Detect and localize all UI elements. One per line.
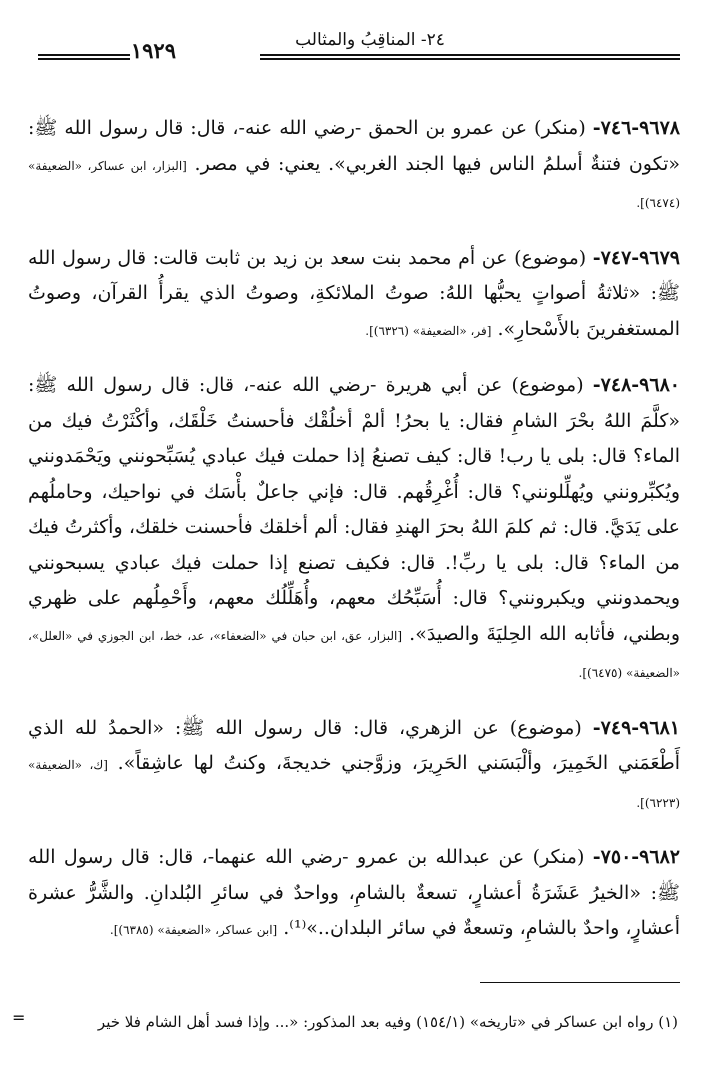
hadith-entry <box>28 368 680 692</box>
page-header <box>28 30 680 66</box>
hadith-text: (منكر) عن عمرو بن الحمق -رضي الله عنه-، قال: قال رسول الله ﷺ: «تكون فتنةٌ أسلمُ الناس فيها الجند الغربي». يعني: في مصر. <box>28 117 680 175</box>
hadith-text: (موضوع) عن أم محمد بنت سعد بن زيد بن ثابت قالت: قال رسول الله ﷺ: «ثلاثةُ أصواتٍ يحبُّها اللهُ: صوتُ الملائكةِ، وصوتُ الذي يقرأُ القرآن، وصوتُ المستغفرينَ بالأَسْحارِ». <box>28 246 680 340</box>
hadith-source: [ابن عساكر، «الضعيفة» (٦٣٨٥)]. <box>109 923 278 937</box>
hadith-text: (موضوع) عن الزهري، قال: قال رسول الله ﷺ: «الحمدُ لله الذي أَطْعَمَني الخَمِيرَ، وألْبَسَني الحَرِيرَ، وزوَّجني خديجةَ، وكنتُ لها عاشِقاً». <box>28 716 680 774</box>
hadith-source: [البزار، ابن عساكر، «الضعيفة» (٦٤٧٤)]. <box>28 158 680 210</box>
running-title: ٢٤- المناقِبُ والمثالب <box>295 30 445 50</box>
hadith-number: ٩٦٧٨-٧٤٦- <box>592 117 680 139</box>
hadith-source: [البزار، عق، ابن حبان في «الضعفاء»، عد، خط، ابن الجوزي في «العلل»، «الضعيفة» (٦٤٧٥)]. <box>28 628 680 680</box>
hadith-number: ٩٦٨١-٧٤٩- <box>592 716 680 739</box>
footnote-continuation-mark: = <box>12 1008 26 1027</box>
footnote: (١) رواه ابن عساكر في «تاريخه» (١٥٤/١) وفيه بعد المذكور: «... وإذا فسد أهل الشام فلا خير <box>97 1013 678 1031</box>
hadith-text: (موضوع) عن أبي هريرة -رضي الله عنه-، قال: قال رسول الله ﷺ: «كلَّمَ اللهُ بحْرَ الشامِ فقال: يا بحرُ! ألمْ أخلُقْك فأحسنتُ خَلْقَك، وأكْثَرْتُ فيك من الماء؟ قال: بلى يا رب! قال: كيف تصنعُ إذا حملت فيك عبادي يُسَبِّحونني ويَحْمَدونني ويُكبِّرونني ويُهلِّلونني؟ قال: أُغْرِقُهم. قال: فإني جاعلٌ بأْسَك في نواحيك، وحاملُهم على يَدَيَّ. قال: ثم كلمَ اللهُ بحرَ الهندِ فقال: ألم أخلقك فأحسنت خلقك، وأكثرتُ فيك من الماء؟ قال: بلى يا ربِّ!. قال: فكيف تصنع إذا حملت فيك عبادي يسبحونني ويحمدونني ويكبرونني؟ قال: أُسَبِّحُك معهم، وأُهَلِّلُك معهم، وأَحْمِلُهم على ظهري وبطني، فأثابه الله الحِليَةَ والصيدَ». <box>28 374 680 645</box>
hadith-entry <box>28 111 680 222</box>
hadith-source: [فر، «الضعيفة» (٦٣٢٦)]. <box>365 323 492 338</box>
hadith-number: ٩٦٧٩-٧٤٧- <box>592 246 680 269</box>
page-number: ١٩٢٩ <box>130 38 176 63</box>
hadith-list <box>28 92 680 967</box>
hadith-number: ٩٦٨٠-٧٤٨- <box>592 374 680 396</box>
header-rule-right <box>260 54 680 60</box>
hadith-text: (منكر) عن عبدالله بن عمرو -رضي الله عنهما-، قال: قال رسول الله ﷺ: «الخيرُ عَشَرَةُ أعشارٍ، تسعةٌ بالشامِ، وواحدٌ في سائرِ البُلدانِ. والشَّرُّ عشرة أعشارٍ، واحدٌ بالشامِ، وتسعةٌ في سائر البلدان..»⁽¹⁾. <box>28 846 680 939</box>
hadith-entry <box>28 840 680 949</box>
hadith-source: [ك، «الضعيفة» (٦٢٢٣)]. <box>28 758 680 810</box>
hadith-entry <box>28 241 680 350</box>
header-rule-left <box>38 54 130 60</box>
footnote-separator <box>480 982 680 983</box>
hadith-entry <box>28 711 680 822</box>
hadith-number: ٩٦٨٢-٧٥٠- <box>592 846 680 868</box>
